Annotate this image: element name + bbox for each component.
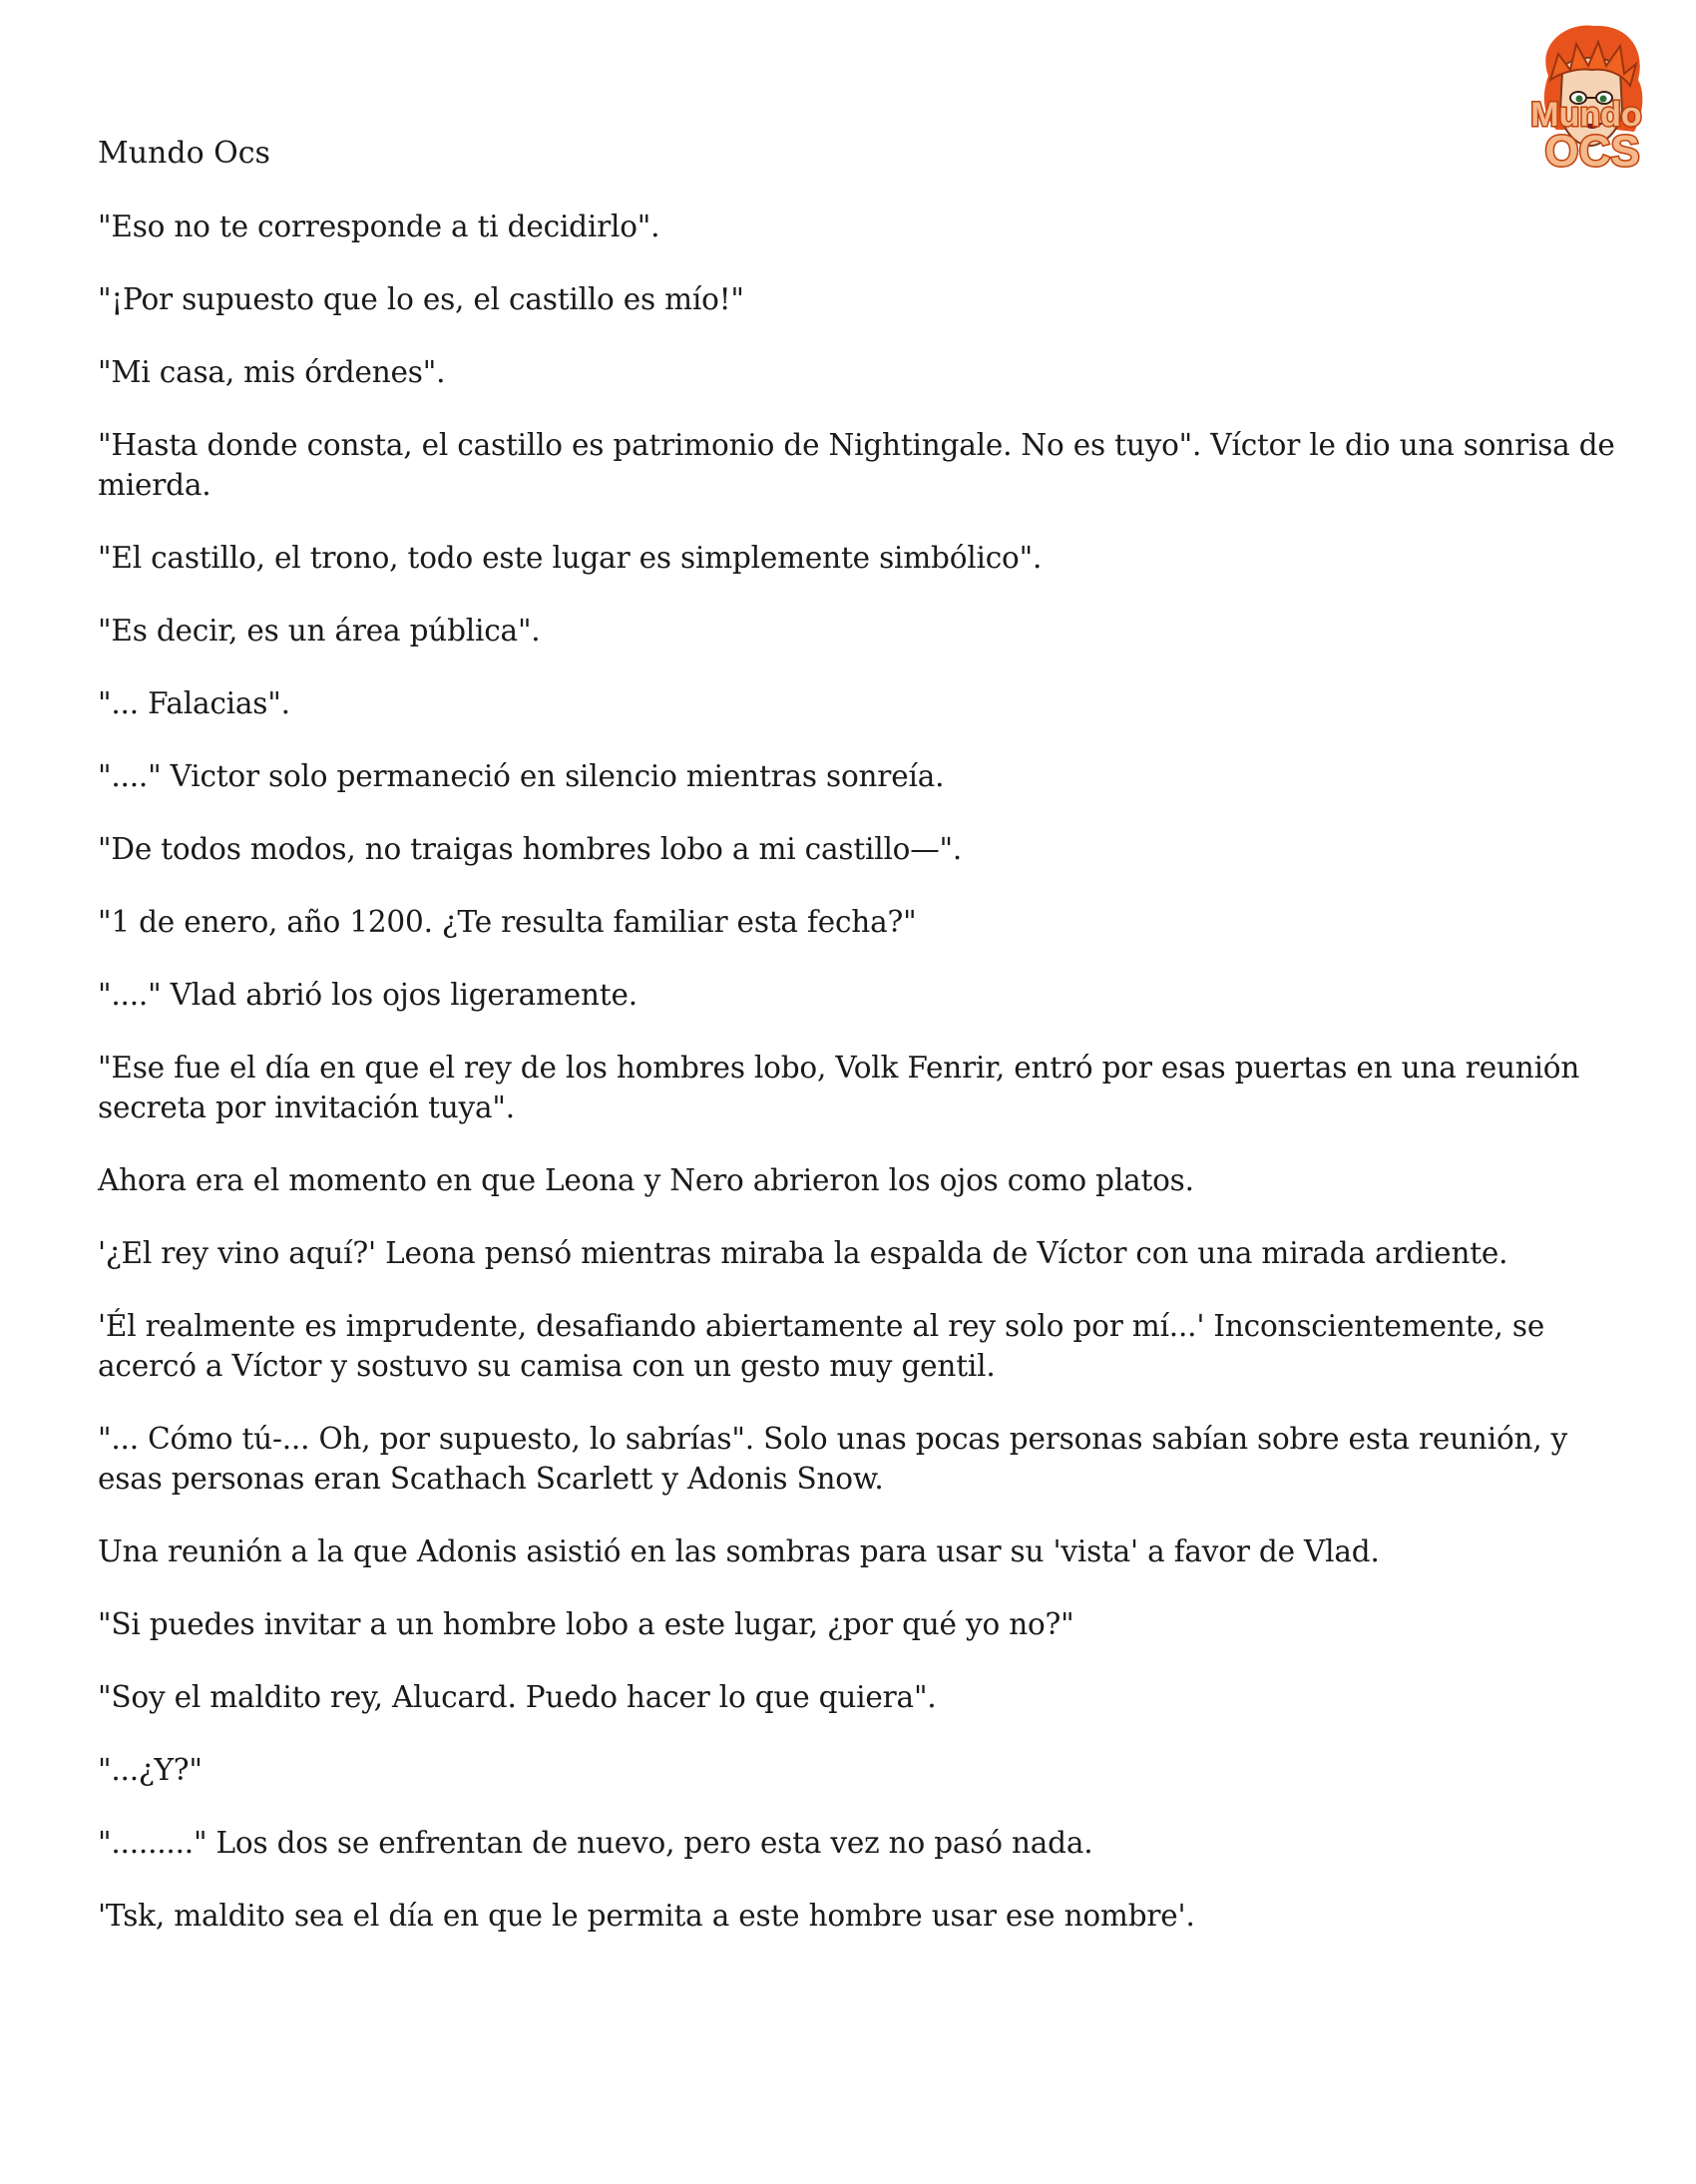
paragraph: "Es decir, es un área pública". [98,614,541,648]
paragraph: "Mi casa, mis órdenes". [98,355,446,389]
paragraph: "... Falacias". [98,686,290,720]
paragraph: "Ese fue el día en que el rey de los hombres lobo, Volk Fenrir, entró por esas puertas en una reunión secreta por invitación tuya". [98,1051,1580,1124]
paragraph: "........." Los dos se enfrentan de nuevo, pero esta vez no pasó nada. [98,1826,1093,1860]
paragraph: Ahora era el momento en que Leona y Nero abrieron los ojos como platos. [98,1163,1194,1197]
paragraph: "El castillo, el trono, todo este lugar es simplemente simbólico". [98,541,1043,575]
paragraph: "Si puedes invitar a un hombre lobo a este lugar, ¿por qué yo no?" [98,1607,1074,1641]
paragraph: "Soy el maldito rey, Alucard. Puedo hacer lo que quiera". [98,1680,937,1714]
paragraph: "De todos modos, no traigas hombres lobo a mi castillo—". [98,832,963,866]
svg-text:Mundo: Mundo [1530,96,1642,134]
paragraph: "Eso no te corresponde a ti decidirlo". [98,210,660,243]
paragraph: Una reunión a la que Adonis asistió en las sombras para usar su 'vista' a favor de Vlad. [98,1534,1380,1568]
document-title: Mundo Ocs [98,136,270,171]
paragraph: "...." Vlad abrió los ojos ligeramente. [98,978,637,1012]
paragraph: 'Tsk, maldito sea el día en que le permita a este hombre usar ese nombre'. [98,1899,1195,1933]
paragraph: "...." Victor solo permaneció en silencio mientras sonreía. [98,759,945,793]
paragraph: "¡Por supuesto que lo es, el castillo es mío!" [98,282,744,316]
paragraph: "...¿Y?" [98,1753,203,1787]
paragraph: 'Él realmente es imprudente, desafiando abiertamente al rey solo por mí...' Inconscientemente, se acercó a Víctor y sostuvo su camisa con un gesto muy gentil. [98,1309,1545,1383]
paragraph: "Hasta donde consta, el castillo es patrimonio de Nightingale. No es tuyo". Víctor le dio una sonrisa de mierda. [98,428,1615,502]
document-body [98,207,1634,1968]
paragraph: "1 de enero, año 1200. ¿Te resulta familiar esta fecha?" [98,905,917,939]
paragraph: "... Cómo tú-... Oh, por supuesto, lo sabrías". Solo unas pocas personas sabían sobre esta reunión, y esas personas eran Scathach Scarlett y Adonis Snow. [98,1422,1568,1496]
paragraph: '¿El rey vino aquí?' Leona pensó mientras miraba la espalda de Víctor con una mirada ardiente. [98,1236,1508,1270]
mundo-ocs-logo-icon [1496,14,1676,194]
svg-text:OCS: OCS [1544,127,1640,176]
